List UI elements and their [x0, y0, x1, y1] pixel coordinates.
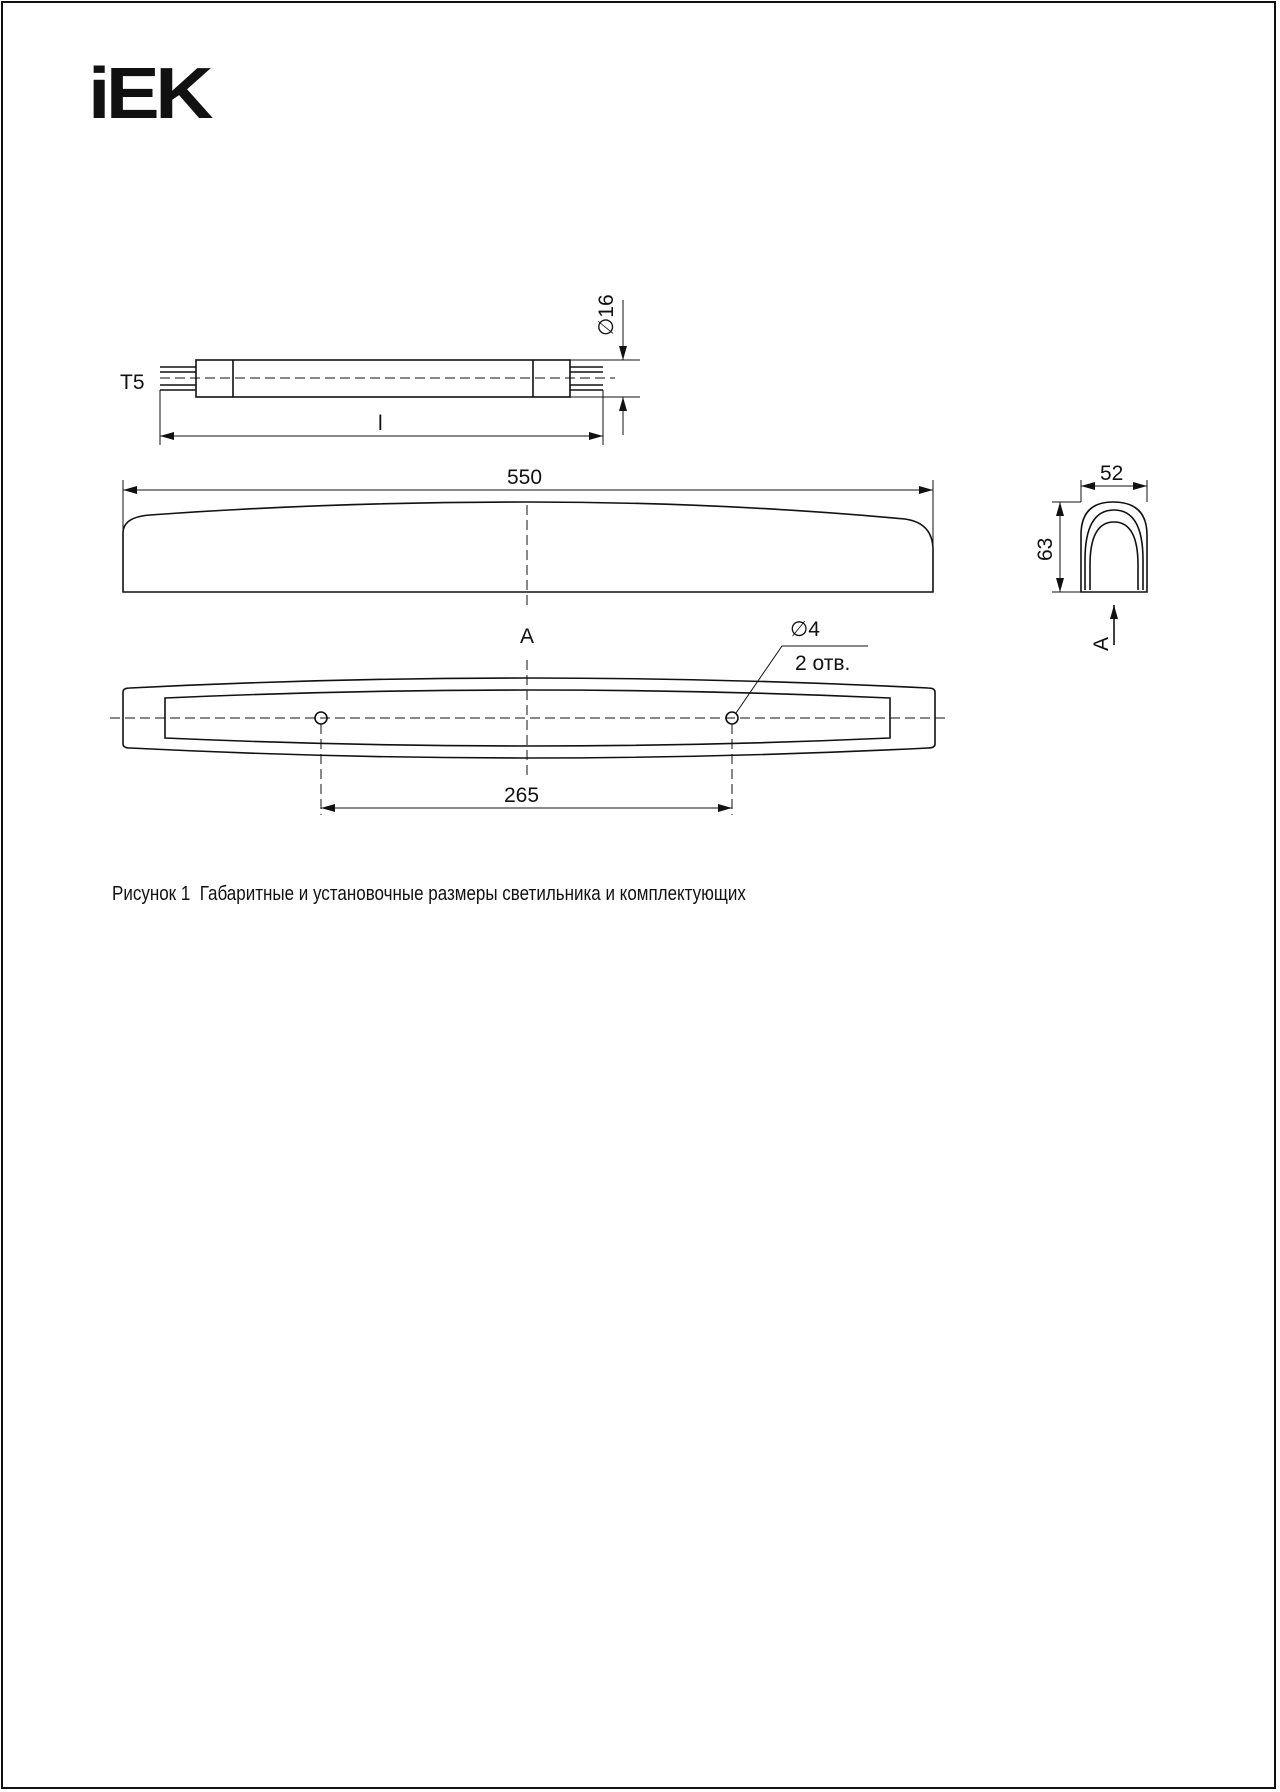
fixture-side-view [123, 480, 933, 605]
fixture-length-label: 550 [507, 466, 543, 489]
profile-height-label: 63 [1034, 537, 1057, 561]
lamp-diameter-label: ∅16 [595, 294, 618, 336]
t5-lamp [160, 300, 640, 445]
lamp-type-label: T5 [120, 371, 145, 394]
lamp-length-label: l [378, 412, 383, 435]
profile-inner-outline [1090, 522, 1138, 590]
profile-width-label: 52 [1100, 462, 1124, 485]
hole-diameter-label: ∅4 [790, 618, 820, 641]
section-label: A [520, 625, 535, 648]
hole-count-label: 2 отв. [795, 652, 851, 675]
profile-view-label: A [1090, 636, 1113, 651]
fixture-profile-view [1052, 480, 1147, 645]
fixture-body-outline [123, 502, 933, 592]
figure-caption: Рисунок 1 Габаритные и установочные размеры светильника и комплектующих [112, 883, 746, 905]
iek-logo: iEK [88, 54, 209, 134]
hole-spacing-label: 265 [504, 784, 540, 807]
